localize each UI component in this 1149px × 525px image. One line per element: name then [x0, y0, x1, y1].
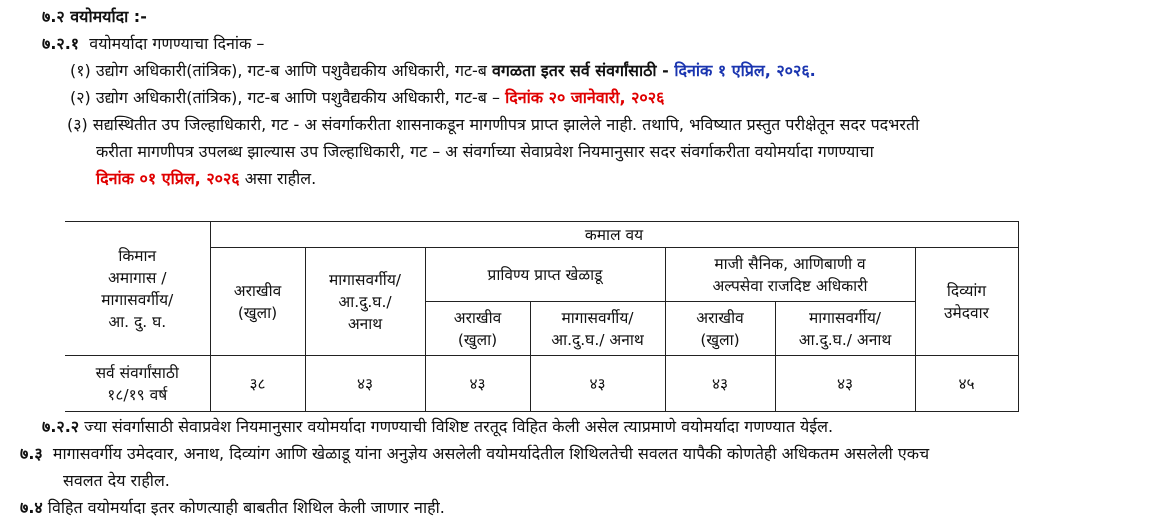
ex-servicemen-header: माजी सैनिक, आणिबाणी व अल्पसेवा राजदिष्ट अधिकारी	[665, 248, 915, 302]
section-number: ७.२.२	[42, 417, 80, 436]
paragraph-1	[70, 60, 816, 82]
value-ex-servicemen-backward: ४३	[775, 356, 915, 412]
section-7-3-text: मागासवर्गीय उमेदवार, अनाथ, दिव्यांग आणि खेळाडू यांना अनुज्ञेय असलेली वयोमर्यादेतील शिथिलतेची सवलत यापैकी कोणतेही अधिकतम असलेली एकच	[52, 444, 930, 463]
section-7-3-line-1	[20, 443, 929, 465]
section-7-4-text: विहित वयोमर्यादा इतर कोणत्याही बाबतीत शिथिल केली जाणार नाही.	[42, 498, 445, 517]
value-backward: ४३	[305, 356, 425, 412]
section-number: ७.४	[20, 498, 43, 517]
section-number: ७.२.१	[42, 34, 80, 53]
paragraph-3-line-1: (३) सद्यस्थितीत उप जिल्हाधिकारी, गट - अ संवर्गाकरीता शासनाकडून मागणीपत्र प्राप्त झालेले नाही. तथापि, भविष्यात प्रस्तुत परीक्षेतून सदर पदभरती	[67, 115, 920, 134]
section-7-2-2-text: ज्या संवर्गासाठी सेवाप्रवेश नियमानुसार वयोमर्यादा गणण्याची विशिष्ट तरतूद विहित केली असेल त्याप्रमाणे वयोमर्यादा गणण्यात येईल.	[79, 417, 834, 436]
section-7-2-2	[42, 416, 833, 438]
paragraph-2-text: (२) उद्योग अधिकारी(तांत्रिक), गट-ब आणि पशुवैद्यकीय अधिकारी, गट-ब –	[70, 88, 506, 107]
section-number: ७.३	[20, 444, 43, 463]
value-ex-servicemen-open: ४३	[665, 356, 775, 412]
ex-servicemen-backward-subheader: मागासवर्गीय/ आ.दु.घ./ अनाथ	[775, 302, 915, 356]
paragraph-1-bold: वगळता इतर सर्व संवर्गांसाठी -	[492, 61, 675, 80]
sports-backward-subheader: मागासवर्गीय/ आ.दु.घ./ अनाथ	[530, 302, 665, 356]
sports-header: प्राविण्य प्राप्त खेळाडू	[425, 248, 665, 302]
min-age-header: किमान अमागास / मागासवर्गीय/ आ. दु. घ.	[65, 222, 210, 356]
paragraph-3-suffix: असा राहील.	[239, 169, 317, 188]
age-limit-table	[65, 221, 1019, 412]
section-heading-7-2: ७.२ वयोमर्यादा :-	[42, 7, 147, 26]
section-title: वयोमर्यादा गणण्याचा दिनांक –	[89, 34, 265, 53]
paragraph-3-date: दिनांक ०१ एप्रिल, २०२६	[96, 169, 240, 188]
section-7-3-line-2: सवलत देय राहील.	[63, 471, 170, 490]
disabled-header: दिव्यांग उमेदवार	[915, 248, 1018, 356]
paragraph-2	[70, 87, 664, 109]
paragraph-2-date: दिनांक २० जानेवारी, २०२६	[505, 88, 665, 107]
open-category-header: अराखीव (खुला)	[210, 248, 305, 356]
value-disabled: ४५	[915, 356, 1018, 412]
section-7-4	[20, 497, 445, 519]
backward-category-header: मागासवर्गीय/ आ.दु.घ./ अनाथ	[305, 248, 425, 356]
max-age-header: कमाल वय	[210, 222, 1018, 248]
section-7-2-1-title	[42, 33, 264, 55]
paragraph-1-date: दिनांक १ एप्रिल, २०२६.	[674, 61, 816, 80]
value-sports-open: ४३	[425, 356, 530, 412]
row-label-all-cadres: सर्व संवर्गांसाठी १८/१९ वर्ष	[65, 356, 210, 412]
ex-servicemen-open-subheader: अराखीव (खुला)	[665, 302, 775, 356]
value-open: ३८	[210, 356, 305, 412]
paragraph-3-line-3	[96, 168, 316, 190]
paragraph-3-line-2: करीता मागणीपत्र उपलब्ध झाल्यास उप जिल्हाधिकारी, गट – अ संवर्गाच्या सेवाप्रवेश नियमानुसार सदर संवर्गाकरीता वयोमर्यादा गणण्याचा	[96, 142, 874, 161]
paragraph-1-text: (१) उद्योग अधिकारी(तांत्रिक), गट-ब आणि पशुवैद्यकीय अधिकारी, गट-ब	[70, 61, 493, 80]
sports-open-subheader: अराखीव (खुला)	[425, 302, 530, 356]
value-sports-backward: ४३	[530, 356, 665, 412]
